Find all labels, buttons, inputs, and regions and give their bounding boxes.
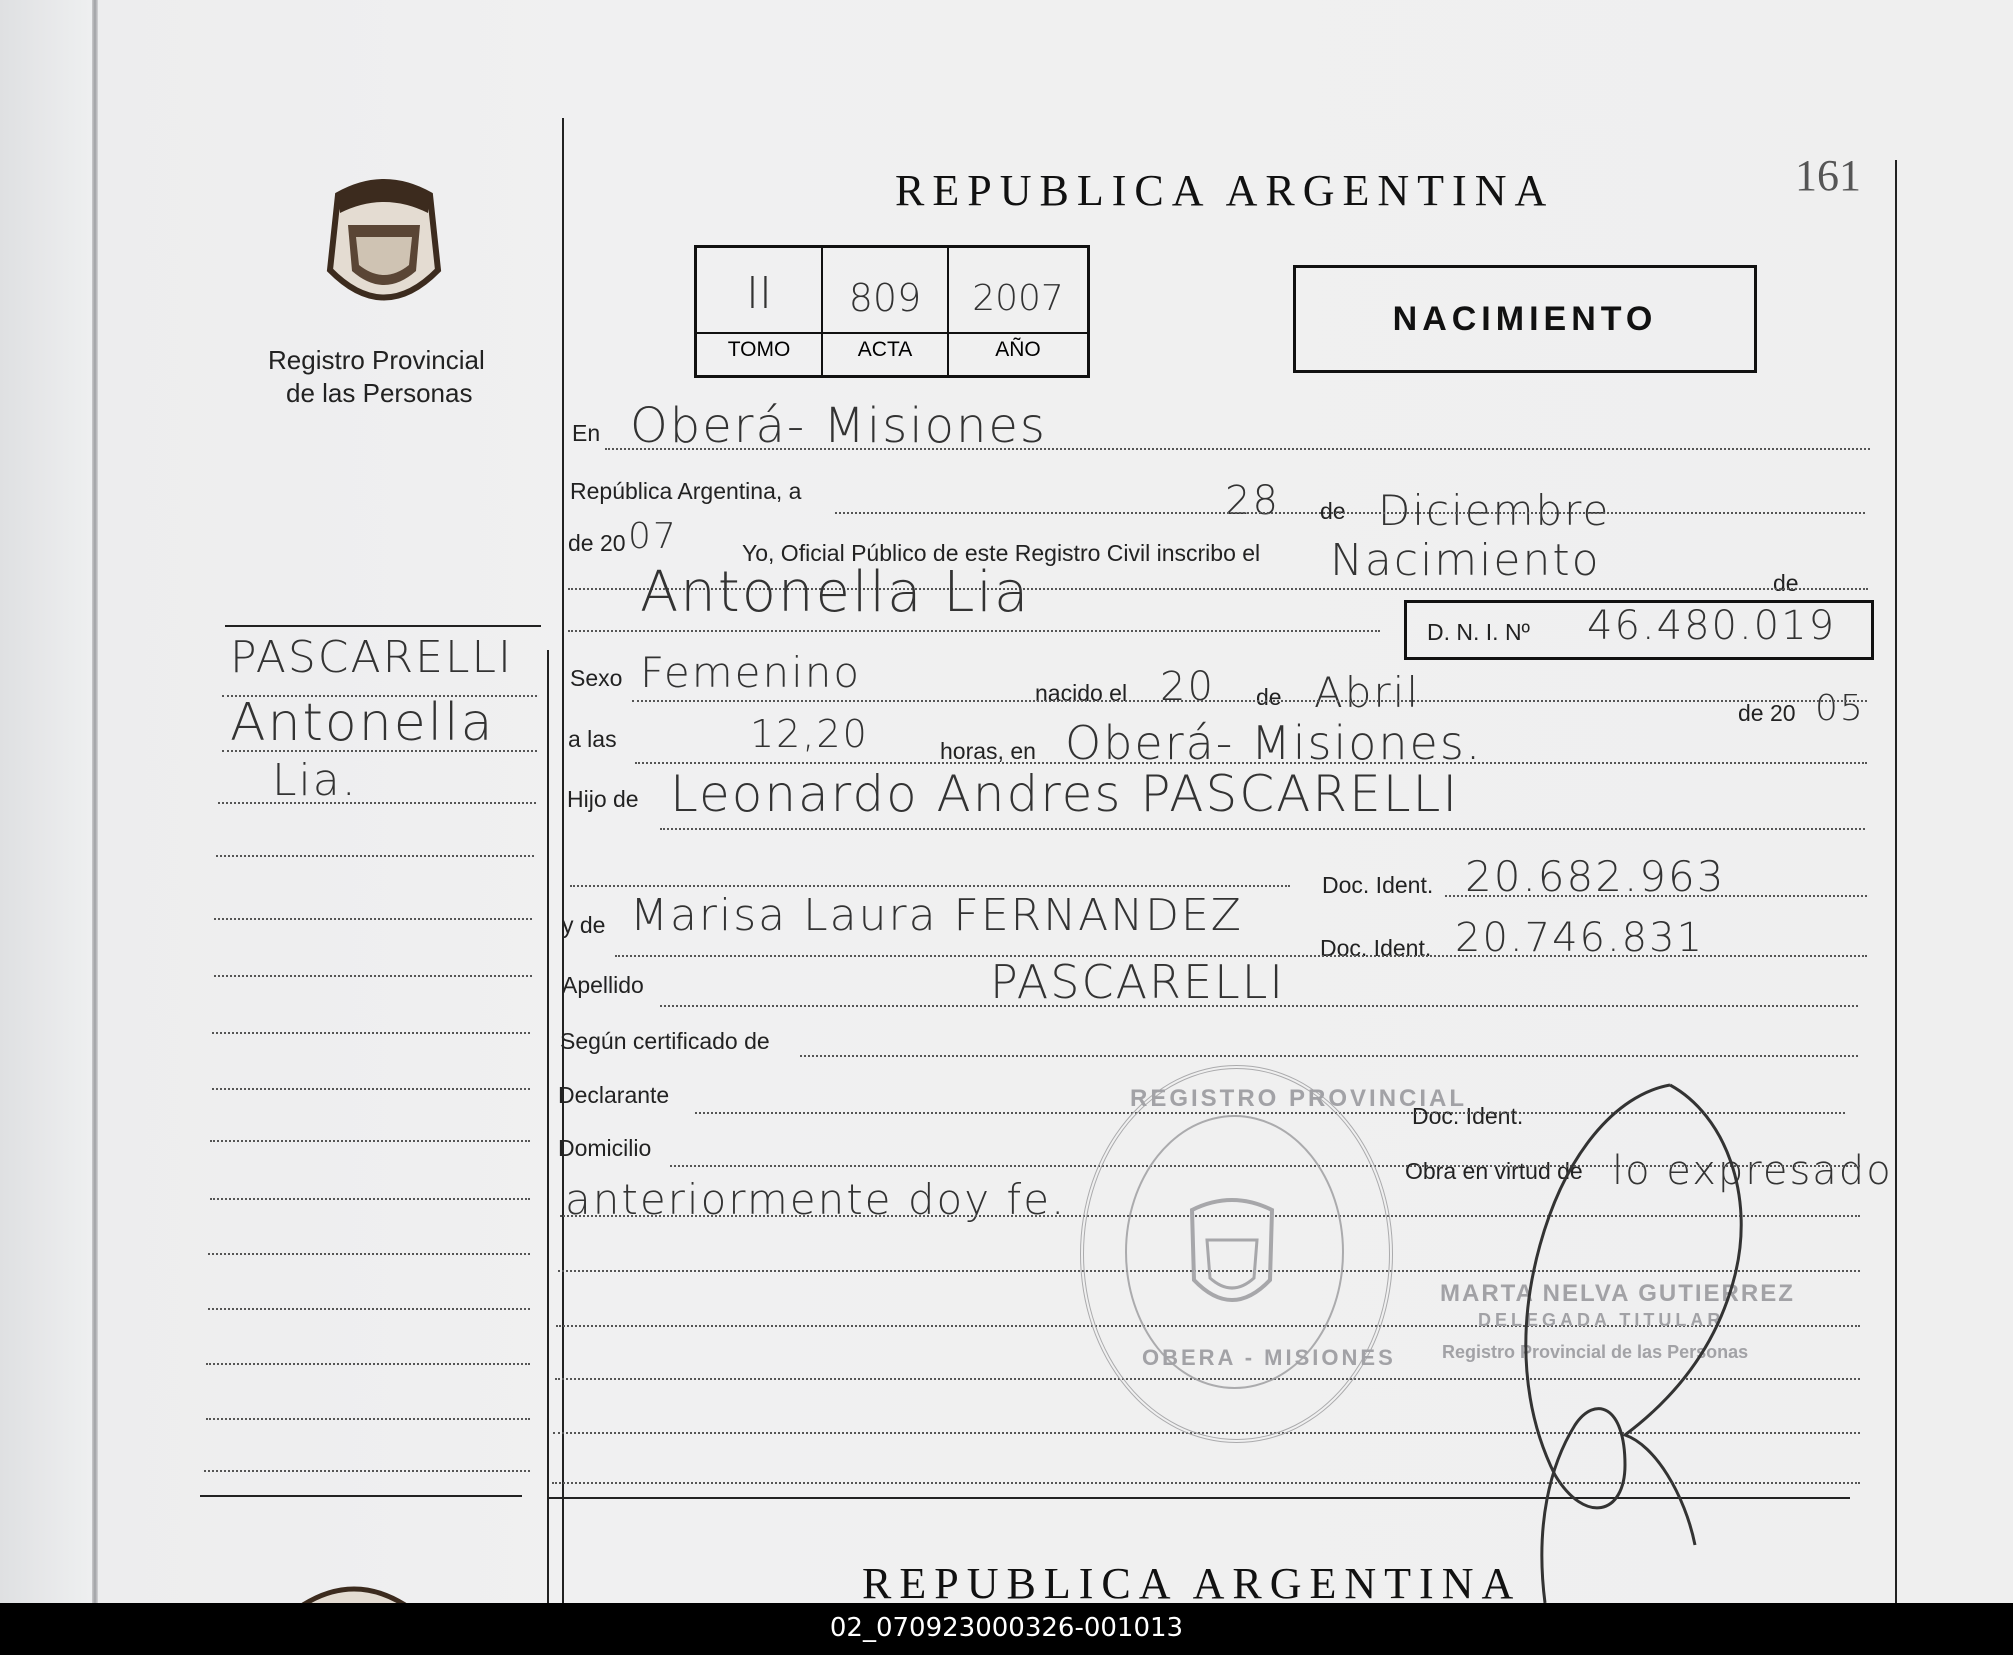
doc2-label: Doc. Ident. — [1320, 935, 1432, 961]
dni-value: 46.480.019 — [1587, 603, 1837, 649]
margin-line — [222, 695, 537, 697]
declarante-label: Declarante — [558, 1082, 670, 1108]
dni-label: D. N. I. Nº — [1427, 619, 1530, 645]
province-emblem-icon — [318, 175, 450, 315]
year-suffix-value: 07 — [628, 516, 678, 557]
country-title: REPUBLICA ARGENTINA — [895, 166, 1555, 215]
obra-value: lo expresado — [1612, 1148, 1893, 1194]
birth-year-suffix: 05 — [1815, 688, 1865, 729]
tomo-label: TOMO — [727, 338, 791, 361]
sexo-label: Sexo — [570, 665, 623, 691]
margin-line — [218, 802, 536, 804]
acta-value: 809 — [848, 276, 922, 320]
column-divider-left — [562, 118, 564, 1603]
column-divider-mid — [547, 650, 549, 1603]
margin-line — [206, 1418, 530, 1420]
margin-line — [214, 918, 532, 920]
margin-line — [216, 855, 534, 857]
margin-line — [208, 1253, 530, 1255]
officer-name: MARTA NELVA GUTIERREZ — [1440, 1280, 1795, 1307]
nacido-label: nacido el — [1035, 680, 1128, 706]
agency-name-line2: de las Personas — [286, 378, 473, 408]
birth-de-label: de — [1256, 684, 1282, 710]
en-value: Oberá- Misiones — [630, 398, 1047, 454]
birth-month-value: Abril — [1314, 668, 1420, 717]
margin-line — [212, 1032, 530, 1034]
margin-note-line1: PASCARELLI — [230, 632, 513, 683]
acta-label: ACTA — [857, 338, 913, 361]
birth-day-value: 20 — [1160, 664, 1215, 710]
margin-line — [206, 1363, 530, 1365]
segun-line — [800, 1055, 1858, 1057]
book-spine — [92, 0, 98, 1603]
record-type-box: NACIMIENTO — [1293, 265, 1757, 373]
anio-cell — [949, 248, 1087, 375]
seal-emblem-icon — [1182, 1190, 1282, 1320]
doc1-value: 20.682.963 — [1465, 852, 1726, 901]
tomo-cell — [697, 248, 823, 375]
inscribe-value: Nacimiento — [1330, 535, 1601, 586]
officer-office: Registro Provincial de las Personas — [1442, 1342, 1749, 1362]
horas-label: horas, en — [940, 738, 1036, 764]
doc1-label: Doc. Ident. — [1322, 872, 1434, 898]
name-value: Antonella Lia — [640, 560, 1031, 625]
hour-label: a las — [568, 726, 617, 752]
obra-label: Obra en virtud de — [1405, 1158, 1583, 1184]
margin-note-line2: Antonella — [230, 693, 495, 753]
de-label2: de — [1773, 570, 1799, 596]
sexo-value: Femenino — [640, 648, 862, 697]
month-value: Diciembre — [1378, 486, 1611, 535]
month-de-label: de — [1320, 498, 1346, 524]
name-line — [568, 630, 1380, 632]
apellido-label: Apellido — [562, 972, 644, 998]
officer-title: DELEGADA TITULAR — [1478, 1310, 1725, 1330]
agency-name-line1: Registro Provincial — [268, 345, 485, 375]
margin-line — [222, 750, 537, 752]
mother-value: Marisa Laura FERNANDEZ — [630, 890, 1243, 941]
hour-value: 12,20 — [750, 712, 869, 756]
apellido-value: PASCARELLI — [990, 955, 1285, 1009]
margin-line — [214, 975, 532, 977]
oficial-text: Yo, Oficial Público de este Registro Civil inscribo el — [742, 540, 1261, 566]
margin-line — [212, 1088, 530, 1090]
seal-text-bottom: OBERA - MISIONES — [1142, 1345, 1396, 1370]
mother-label: y de — [562, 912, 606, 938]
republica-label: República Argentina, a — [570, 478, 802, 504]
day-value: 28 — [1225, 478, 1280, 524]
dni-box — [1404, 600, 1874, 660]
father-line — [660, 828, 1865, 830]
en-label: En — [572, 420, 601, 446]
doc1-line — [1445, 895, 1867, 897]
en-line — [605, 448, 1870, 450]
anio-value: 2007 — [972, 278, 1064, 319]
year-prefix-label: de 20 — [568, 530, 626, 556]
anio-label: AÑO — [995, 338, 1041, 361]
margin-top-rule — [225, 625, 541, 627]
scan-id-footer: 02_070923000326-001013 — [0, 1603, 2013, 1655]
page-number: 161 — [1795, 151, 1861, 200]
domicilio-label: Domicilio — [558, 1135, 652, 1161]
margin-line — [210, 1198, 530, 1200]
father-line2 — [570, 885, 1290, 887]
record-box — [694, 245, 1090, 378]
column-divider-right — [1895, 160, 1897, 1603]
hour-line — [635, 762, 1867, 764]
tomo-value: II — [746, 268, 772, 319]
margin-line — [204, 1470, 530, 1472]
birth-place-value: Oberá- Misiones. — [1065, 716, 1483, 770]
birth-year-prefix: de 20 — [1738, 700, 1796, 726]
sexo-line — [632, 700, 1867, 702]
margin-line — [208, 1308, 530, 1310]
province-emblem-small-icon — [297, 1577, 411, 1603]
acta-cell — [823, 248, 949, 375]
next-page-title: REPUBLICA ARGENTINA — [862, 1559, 1522, 1603]
date-line — [835, 512, 1865, 514]
father-value: Leonardo Andres PASCARELLI — [670, 765, 1460, 823]
segun-label: Según certificado de — [560, 1028, 770, 1054]
bottom-rule-left — [200, 1495, 522, 1497]
closing-value: anteriormente doy fe. — [565, 1175, 1067, 1224]
seal-text-top: REGISTRO PROVINCIAL — [1130, 1085, 1468, 1112]
apellido-line — [660, 1005, 1858, 1007]
doc3-label: Doc. Ident. — [1412, 1103, 1524, 1129]
record-box-separator — [697, 332, 1087, 334]
margin-line — [210, 1140, 530, 1142]
doc2-value: 20.746.831 — [1455, 915, 1705, 961]
signature-icon — [1495, 1075, 1765, 1603]
margin-note-line3: Lia. — [272, 755, 358, 806]
hijo-label: Hijo de — [567, 786, 639, 812]
